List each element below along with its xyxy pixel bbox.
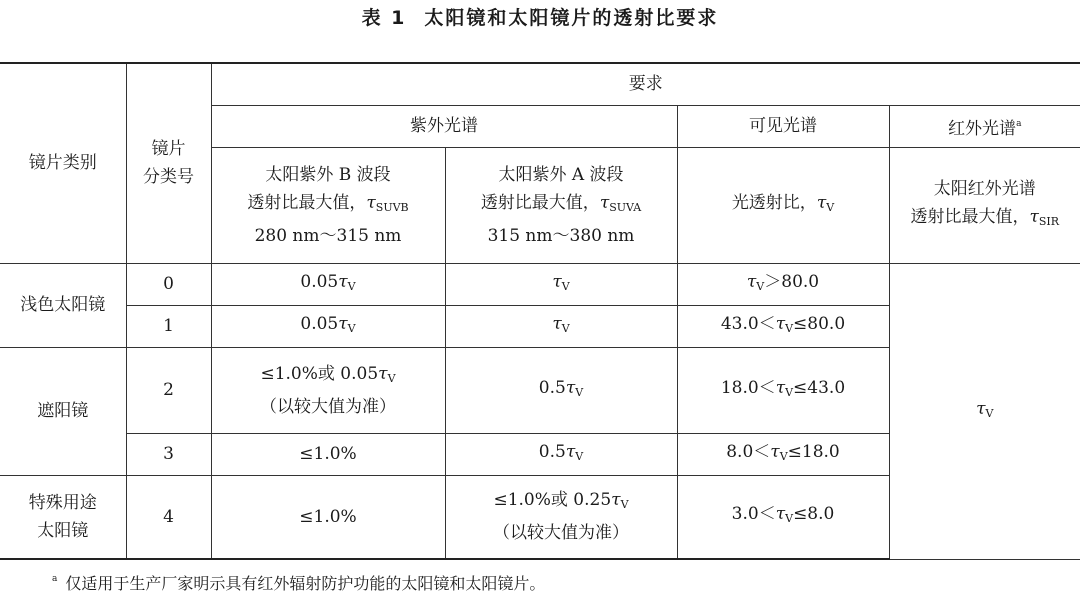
class-cell: 1 [126,305,211,347]
header-suva-range: 315 nm～380 nm [487,225,635,246]
value-prefix: ≤1.0%或 0.05 [260,363,379,384]
header-suva-line2: 透射比最大值， [480,192,600,213]
tau-symbol: τ [775,313,786,334]
header-lens-category: 镜片类别 [0,63,126,263]
table-number: 表 1 [361,7,407,29]
suva-cell [445,475,677,559]
class-cell: 4 [126,475,211,559]
transmittance-requirements-table [0,62,1080,560]
value-suffix: ≤80.0 [793,313,846,334]
value-prefix: 8.0＜ [726,441,771,462]
tau-subscript: V [575,385,584,399]
header-suvb-symbol: τ [366,192,376,213]
tau-subscript: V [985,406,994,420]
header-ir-line2: 透射比最大值， [910,206,1030,227]
group-special-purpose [0,475,126,559]
suvb-cell [211,263,445,305]
tau-symbol: τ [746,271,757,292]
tau-subscript: V [620,498,629,512]
tau-symbol: τ [770,441,780,462]
visible-cell [677,347,889,433]
header-visible-transmittance [677,147,889,263]
value-suffix: ≤18.0 [787,441,840,462]
header-ir-transmittance [889,147,1080,263]
header-suva-subscript: SUVA [609,200,642,214]
group-special-line2: 太阳镜 [37,520,89,541]
tau-symbol: τ [338,271,348,292]
header-suvb [211,147,445,263]
footnote-text: 仅适用于生产厂家明示具有红外辐射防护功能的太阳镜和太阳镜片。 [65,574,546,593]
header-vis-symbol: τ [816,192,827,213]
value-note: （以较大值为准） [260,396,396,417]
table-footnote [52,566,545,597]
suva-cell [445,347,677,433]
tau-subscript: V [347,321,356,335]
value-suffix: ≤8.0 [793,504,835,525]
visible-cell [677,305,889,347]
header-suvb-range: 280 nm～315 nm [254,225,402,246]
tau-symbol: τ [552,313,562,334]
table-title-text: 太阳镜和太阳镜片的透射比要求 [424,7,719,29]
visible-cell [677,475,889,559]
value-prefix: 0.5 [538,441,566,462]
tau-subscript: V [785,512,794,526]
tau-subscript: V [756,279,765,293]
group-light-tint: 浅色太阳镜 [0,263,126,347]
value-suffix: ≤43.0 [793,377,846,398]
visible-cell [677,263,889,305]
header-ir-footnote-mark: a [1016,118,1022,129]
tau-symbol: τ [565,441,576,462]
tau-subscript: V [347,279,356,293]
value-prefix: 0.05 [300,271,339,292]
header-suvb-subscript: SUVB [375,200,409,214]
class-cell: 2 [126,347,211,433]
tau-subscript: V [785,321,794,335]
class-cell: 3 [126,433,211,475]
value-suffix: ＞80.0 [764,271,820,292]
value-prefix: 18.0＜ [720,377,776,398]
header-ir-spectrum [889,105,1080,147]
footnote-mark: a [52,574,58,584]
group-sunglare: 遮阳镜 [0,347,126,475]
suvb-cell [211,347,445,433]
header-ir-spectrum-label: 红外光谱 [948,118,1017,139]
header-lens-class-line1: 镜片 [151,139,186,160]
header-lens-class-line2: 分类号 [143,167,194,188]
suva-cell [445,263,677,305]
header-suva [445,147,677,263]
suvb-cell [211,305,445,347]
suva-cell [445,305,677,347]
tau-symbol: τ [976,398,986,419]
suva-cell [445,433,677,475]
tau-symbol: τ [775,504,786,525]
header-ir-symbol: τ [1029,206,1039,227]
header-vis-subscript: V [826,200,835,214]
tau-subscript: V [561,279,570,293]
header-visible-spectrum: 可见光谱 [677,105,889,147]
visible-cell [677,433,889,475]
tau-symbol: τ [378,363,388,384]
table-title [0,4,1080,32]
class-cell: 0 [126,263,211,305]
tau-symbol: τ [775,377,786,398]
tau-subscript: V [387,371,396,385]
tau-symbol: τ [565,377,576,398]
header-ir-line1: 太阳红外光谱 [933,178,1036,199]
value-note: （以较大值为准） [493,523,629,544]
header-uv-spectrum: 紫外光谱 [211,105,677,147]
header-vis-label: 光透射比， [731,192,817,213]
header-ir-subscript: SIR [1038,214,1060,228]
tau-symbol: τ [338,313,348,334]
tau-subscript: V [779,449,788,463]
tau-subscript: V [575,449,584,463]
table-row [0,263,1080,305]
suvb-cell: ≤1.0% [211,475,445,559]
value-prefix: 43.0＜ [720,313,776,334]
tau-symbol: τ [611,490,621,511]
value-prefix: 0.5 [538,377,566,398]
value-prefix: 3.0＜ [731,504,776,525]
header-suvb-line2: 透射比最大值， [247,192,367,213]
ir-cell [889,263,1080,559]
tau-subscript: V [785,385,794,399]
header-requirements: 要求 [211,63,1080,105]
value-prefix: 0.05 [300,313,339,334]
tau-symbol: τ [552,271,562,292]
group-special-line1: 特殊用途 [28,492,97,513]
header-lens-class [126,63,211,263]
tau-subscript: V [561,321,570,335]
header-suva-symbol: τ [599,192,610,213]
header-suvb-line1: 太阳紫外 B 波段 [265,164,391,185]
suvb-cell: ≤1.0% [211,433,445,475]
header-suva-line1: 太阳紫外 A 波段 [498,164,624,185]
value-prefix: ≤1.0%或 0.25 [493,490,612,511]
